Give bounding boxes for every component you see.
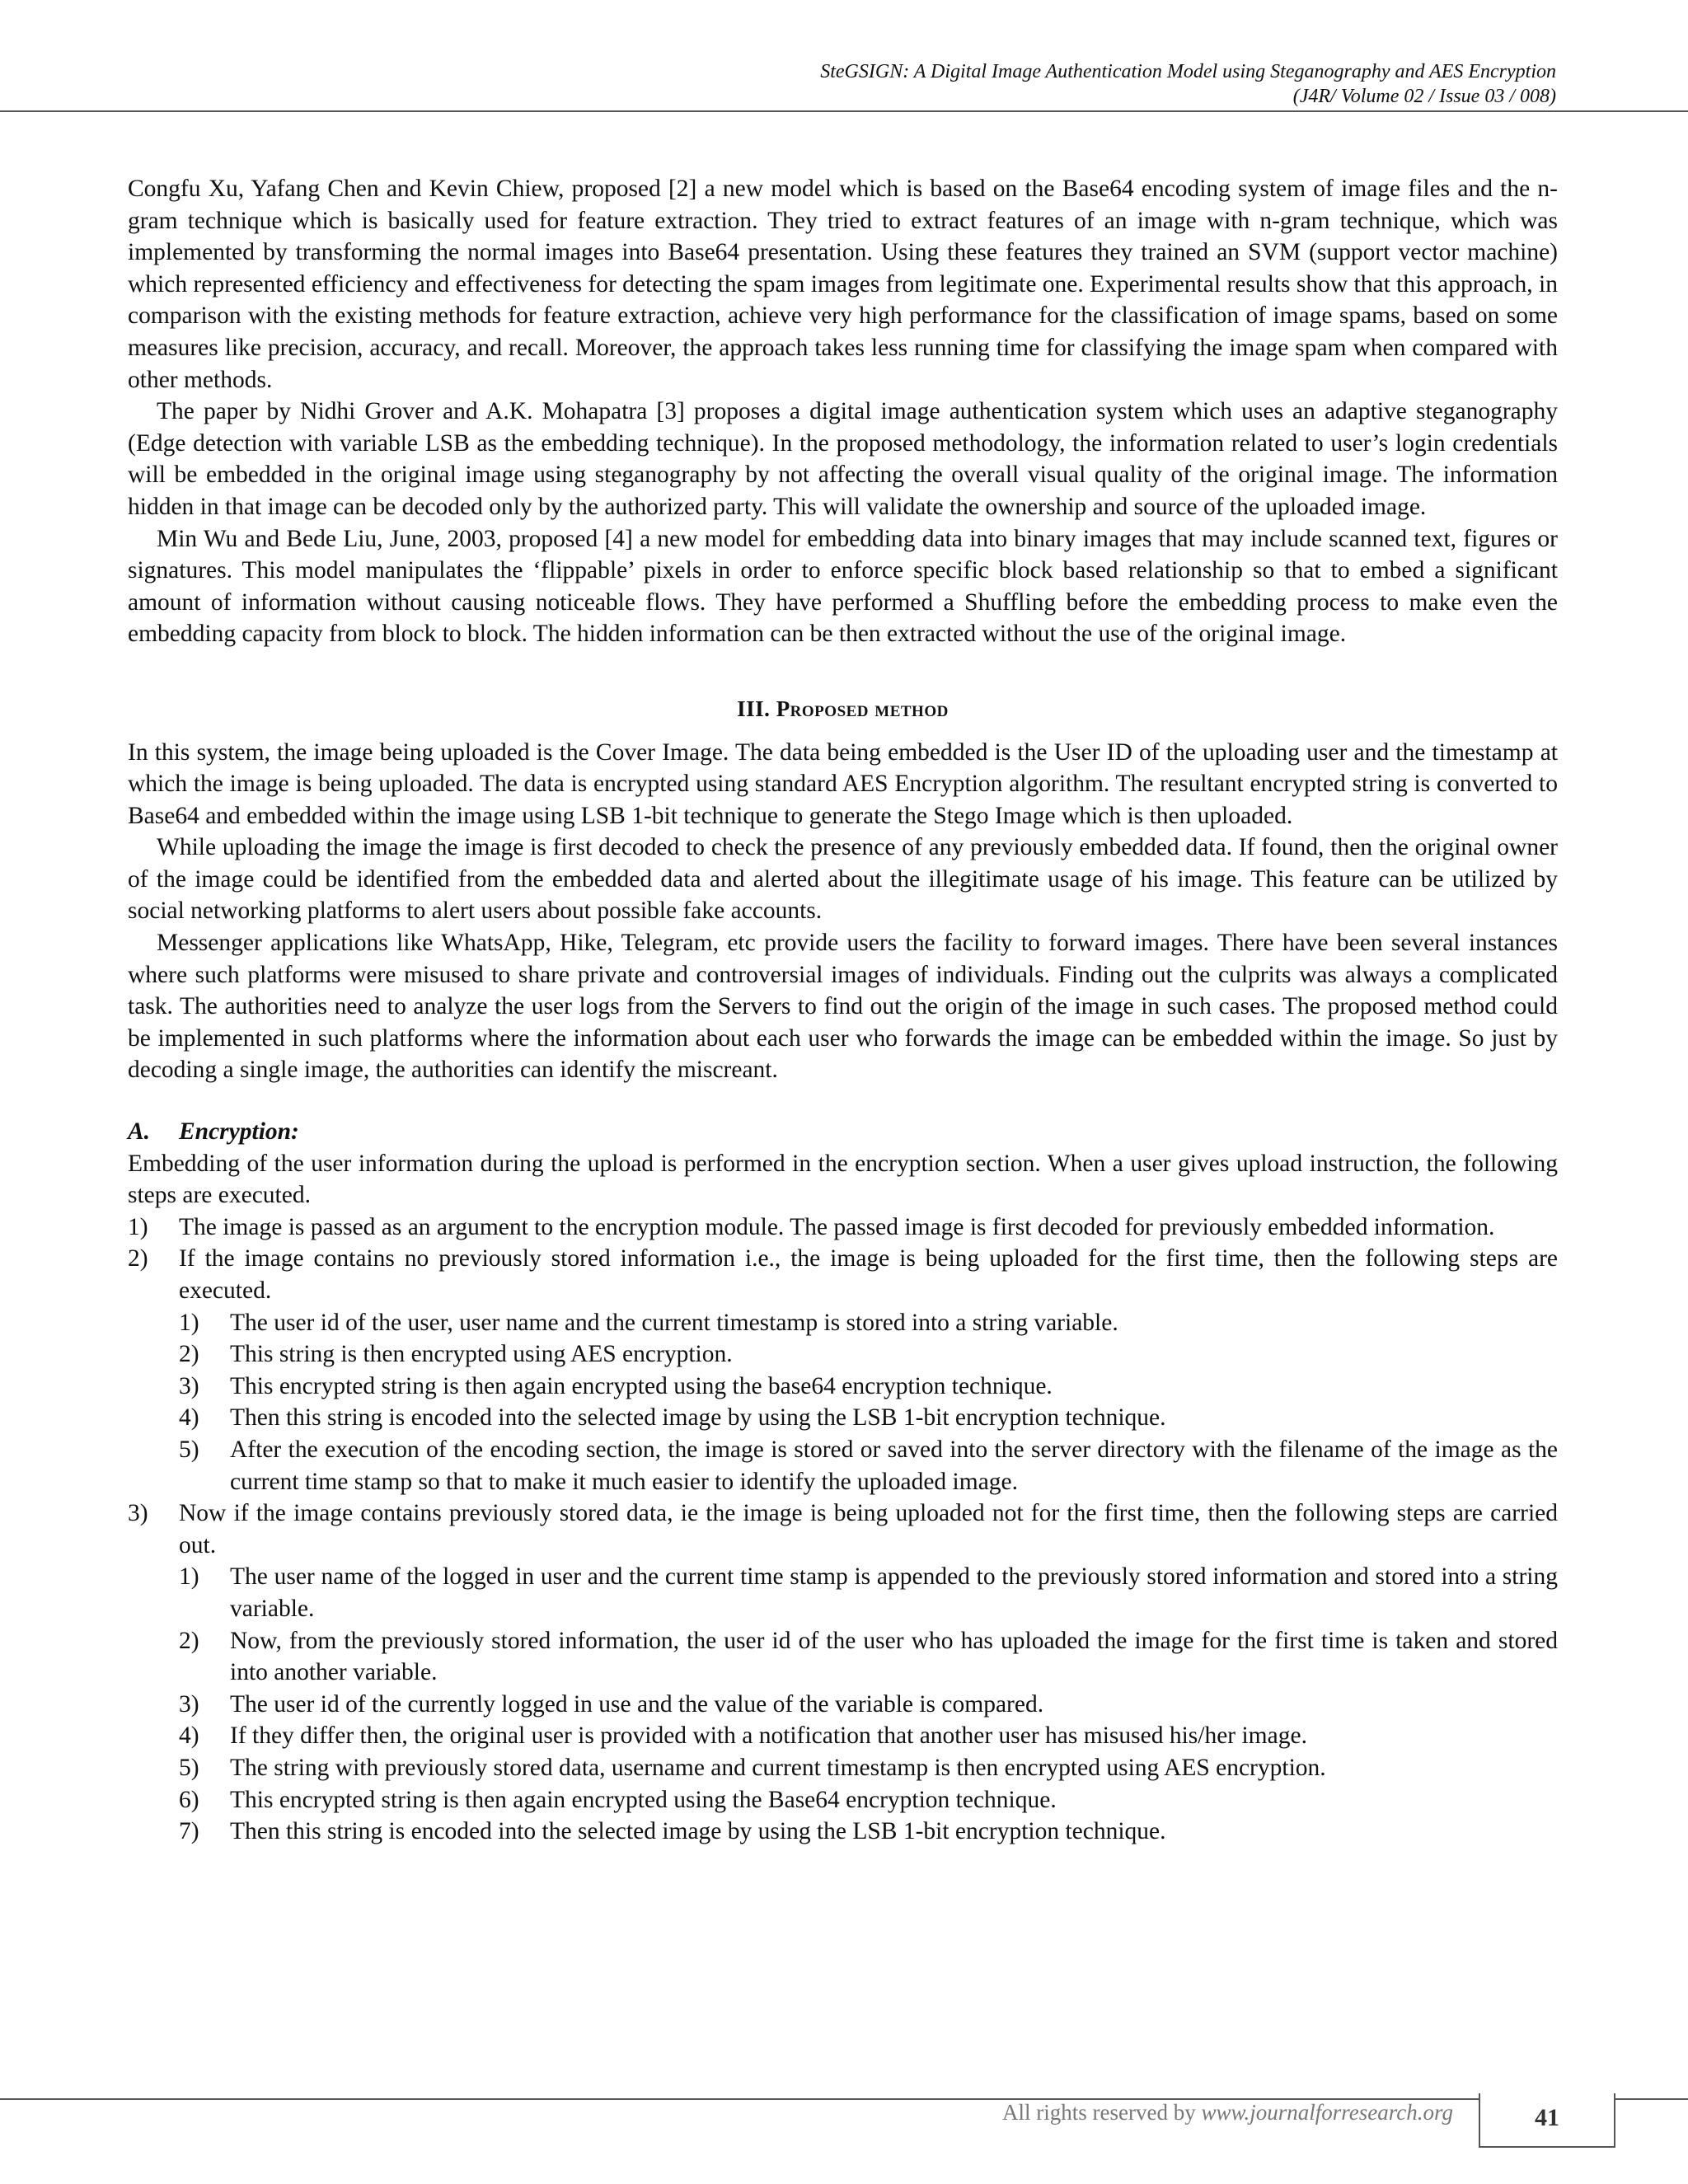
paragraph-proposed-3: Messenger applications like WhatsApp, Hike, Telegram, etc provide users the facility to forward images. There have been several instances where such platforms were misused to share private and controversial images of individuals. Finding out the culprits was always a complicated task. The authorities need to analyze the user logs from the Servers to find out the origin of the image in such cases. The proposed method could be implemented in such platforms where the information about each user who forwards the image can be embedded within the image. So just by decoding a single image, the authorities can identify the miscreant. [128, 930, 1558, 1084]
page-number: 41 [1479, 2093, 1615, 2148]
section-heading [128, 693, 1558, 725]
list-text: The image is passed as an argument to the encryption module. The passed image is first decoded for previously embedded information. [179, 1213, 1495, 1240]
section-number: III. [737, 696, 771, 721]
list-number: 1) [128, 1213, 148, 1240]
paragraph-proposed-1: In this system, the image being uploaded is the Cover Image. The data being embedded is the User ID of the uploading user and the timestamp at which the image is being uploaded. The data is encrypted using standard AES Encryption algorithm. The resultant encrypted string is converted to Base64 and embedded within the image using LSB 1-bit technique to generate the Stego Image which is then uploaded. [128, 738, 1558, 829]
list-text: Now, from the previously stored information, the user id of the user who has uploaded the image for the first time is taken and stored into another variable. [230, 1627, 1558, 1686]
subsection-label: A. [128, 1118, 151, 1146]
list-text: This string is then encrypted using AES encryption. [230, 1341, 733, 1368]
list-item [128, 1243, 1558, 1497]
sub-list-item [179, 1816, 1558, 1848]
list-number: 2) [179, 1627, 199, 1654]
list-number: 4) [179, 1722, 199, 1750]
header-title: SteGSIGN: A Digital Image Authentication Model using Steganography and AES Encryption [820, 61, 1556, 82]
sub-list-item [179, 1752, 1558, 1784]
list-text: If the image contains no previously stored information i.e., the image is being uploaded for the first time, then the following steps are executed. [179, 1245, 1558, 1304]
sub-list-item [179, 1689, 1558, 1721]
list-number: 2) [128, 1245, 148, 1272]
list-number: 1) [179, 1563, 199, 1591]
footer-rights [1002, 2100, 1453, 2125]
list-text: The user id of the user, user name and the current timestamp is stored into a string variable. [230, 1309, 1118, 1336]
footer-rights-text: All rights reserved by [1002, 2100, 1196, 2125]
list-number: 4) [179, 1404, 199, 1432]
list-text: This encrypted string is then again encrypted using the Base64 encryption technique. [230, 1786, 1057, 1813]
footer-url[interactable]: www.journalforresearch.org [1201, 2100, 1453, 2125]
list-text: The user name of the logged in user and the current time stamp is appended to the previously stored information and stored into a string variable. [230, 1563, 1558, 1622]
encryption-steps [128, 1212, 1558, 1848]
list-number: 7) [179, 1818, 199, 1845]
list-number: 3) [128, 1500, 148, 1527]
sub-list-item [179, 1434, 1558, 1497]
running-header [402, 59, 1556, 109]
header-volume: (J4R/ Volume 02 / Issue 03 / 008) [1292, 86, 1556, 107]
paragraph-proposed-2: While uploading the image the image is first decoded to check the presence of any previously embedded data. If found, then the original owner of the image could be identified from the embedded data and alerted about the illegitimate usage of his image. This feature can be utilized by social networking platforms to alert users about possible fake accounts. [128, 834, 1558, 925]
list-item [128, 1497, 1558, 1848]
list-item [128, 1212, 1558, 1244]
list-text: The user id of the currently logged in use and the value of the variable is compared. [230, 1690, 1044, 1718]
sub-list-item [179, 1561, 1558, 1624]
list-number: 5) [179, 1754, 199, 1781]
header-rule [0, 110, 1688, 112]
list-number: 3) [179, 1372, 199, 1399]
list-text: Now if the image contains previously stored data, ie the image is being uploaded not for the first time, then the following steps are carried out. [179, 1500, 1558, 1558]
list-number: 1) [179, 1309, 199, 1336]
list-number: 5) [179, 1436, 199, 1463]
repeat-upload-substeps [179, 1561, 1558, 1847]
paragraph-related-work-2: The paper by Nidhi Grover and A.K. Mohapatra [3] proposes a digital image authentication system which uses an adaptive steganography (Edge detection with variable LSB as the embedding technique). In the proposed methodology, the information related to user’s login credentials will be embedded in the original image using steganography by not affecting the overall visual quality of the original image. The information hidden in that image can be decoded only by the authorized party. This will validate the ownership and source of the uploaded image. [128, 398, 1558, 520]
list-text: After the execution of the encoding section, the image is stored or saved into the server directory with the filename of the image as the current time stamp so that to make it much easier to identify the uploaded image. [230, 1436, 1558, 1495]
page-content [128, 173, 1558, 1848]
sub-list-item [179, 1307, 1558, 1339]
list-number: 6) [179, 1786, 199, 1813]
sub-list-item [179, 1402, 1558, 1434]
subsection-title: Encryption: [179, 1118, 299, 1146]
first-upload-substeps [179, 1307, 1558, 1498]
paragraph-encryption-intro: Embedding of the user information during the upload is performed in the encryption section. When a user gives upload instruction, the following steps are executed. [128, 1150, 1558, 1209]
list-number: 2) [179, 1341, 199, 1368]
paragraph-related-work-3: Min Wu and Bede Liu, June, 2003, proposed [4] a new model for embedding data into binary images that may include scanned text, figures or signatures. This model manipulates the ‘flippable’ pixels in order to enforce specific block based relationship so that to embed a significant amount of information without causing noticeable flows. They have performed a Shuffling before the embedding process to make even the embedding capacity from block to block. The hidden information can be then extracted without the use of the original image. [128, 525, 1558, 648]
list-number: 3) [179, 1690, 199, 1718]
list-text: This encrypted string is then again encrypted using the base64 encryption technique. [230, 1372, 1053, 1399]
sub-list-item [179, 1338, 1558, 1371]
sub-list-item [179, 1784, 1558, 1816]
list-text: Then this string is encoded into the selected image by using the LSB 1-bit encryption technique. [230, 1818, 1166, 1845]
footer-rule-right [1615, 2098, 1688, 2100]
list-text: Then this string is encoded into the selected image by using the LSB 1-bit encryption technique. [230, 1404, 1166, 1432]
list-text: If they differ then, the original user is provided with a notification that another user has misused his/her image. [230, 1722, 1307, 1750]
paragraph-related-work-1: Congfu Xu, Yafang Chen and Kevin Chiew, proposed [2] a new model which is based on the Base64 encoding system of image files and the n-gram technique which is basically used for feature extraction. They tried to extract features of an image with n-gram technique, which was implemented by transforming the normal images into Base64 presentation. Using these features they trained an SVM (support vector machine) which represented efficiency and effectiveness for detecting the spam images from legitimate one. Experimental results show that this approach, in comparison with the existing methods for feature extraction, achieve very high performance for the classification of image spams, based on some measures like precision, accuracy, and recall. Moreover, the approach takes less running time for classifying the image spam when compared with other methods. [128, 176, 1558, 393]
section-title: Proposed method [776, 696, 949, 721]
sub-list-item [179, 1720, 1558, 1752]
list-text: The string with previously stored data, username and current timestamp is then encrypted using AES encryption. [230, 1754, 1326, 1781]
sub-list-item [179, 1371, 1558, 1403]
subsection-heading [128, 1116, 1558, 1148]
sub-list-item [179, 1625, 1558, 1689]
